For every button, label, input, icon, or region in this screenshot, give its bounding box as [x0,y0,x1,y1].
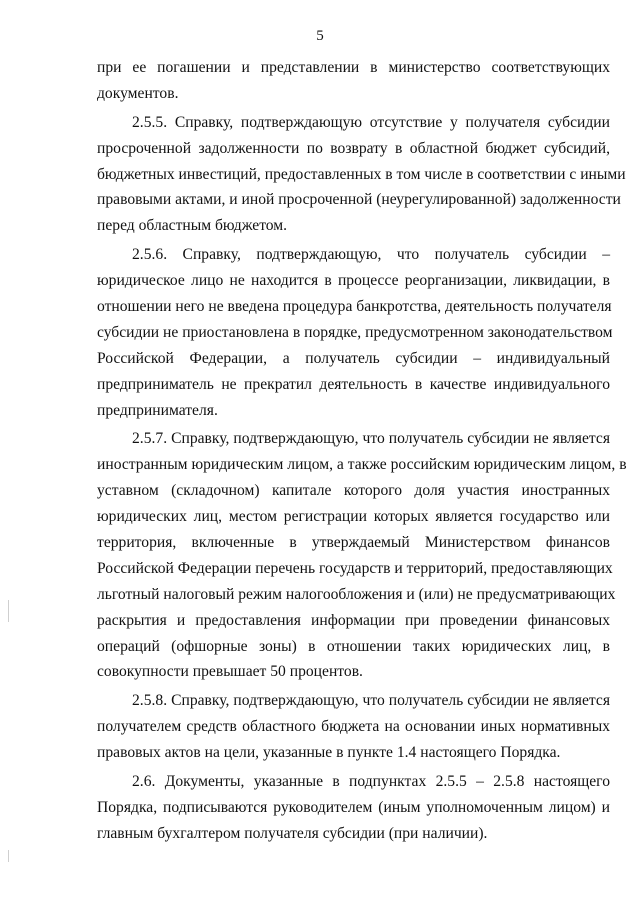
text-line: 2.5.6. Справку, подтверждающую, что получатель субсидии – [132,246,610,264]
text-line: главным бухгалтером получателя субсидии (при наличии). [97,824,488,842]
paragraph-2-5-6 [97,242,613,423]
text-line: бюджетных инвестиций, предоставленных в том числе в соответствии с иными [97,165,626,183]
paragraph-2-5-8 [97,688,610,766]
text-line: перед областным бюджетом. [97,217,288,235]
text-line: Российской Федерации, а получатель субсидии – индивидуальный [97,349,610,367]
paragraph-2-5-5 [97,110,626,239]
scan-artifact [8,600,9,622]
document-body [97,55,627,850]
text-line: документов. [97,84,179,102]
text-line: 2.5.8. Справку, подтверждающую, что получатель субсидии не является [132,692,610,710]
text-line: получателем средств областного бюджета на основании иных нормативных [97,718,610,736]
paragraph-continuation [97,55,610,107]
text-line: 2.6. Документы, указанные в подпунктах 2.5.5 – 2.5.8 настоящего [132,773,610,791]
text-line: 2.5.7. Справку, подтверждающую, что получатель субсидии не является [132,430,610,448]
text-line: субсидии не приостановлена в порядке, предусмотренном законодательством [97,323,613,341]
text-line: просроченной задолженности по возврату в областной бюджет субсидий, [97,139,610,157]
text-line: совокупности превышает 50 процентов. [97,663,363,681]
text-line: предприниматель не прекратил деятельность в качестве индивидуального [97,375,610,393]
text-line: раскрытия и предоставления информации при проведении финансовых [97,611,610,629]
text-line: Российской Федерации перечень государств и территорий, предоставляющих [97,559,613,577]
text-line: отношении него не введена процедура банкротства, деятельность получателя [97,298,612,316]
paragraph-2-5-7 [97,426,627,685]
text-line: юридическое лицо не находится в процессе реорганизации, ликвидации, в [97,272,610,290]
text-line: уставном (складочном) капитале которого доля участия иностранных [97,482,610,500]
text-line: территория, включенные в утверждаемый Министерством финансов [97,534,610,552]
text-line: льготный налоговый режим налогообложения и (или) не предусматривающих [97,585,616,603]
text-line: правовых актов на цели, указанные в пункте 1.4 настоящего Порядка. [97,744,561,762]
text-line: правовыми актами, и иной просроченной (неурегулированной) задолженности [97,191,621,209]
scan-artifact [8,850,9,862]
text-line: операций (офшорные зоны) в отношении таких юридических лиц, в [97,637,610,655]
text-line: иностранным юридическим лицом, а также российским юридическим лицом, в [97,456,627,474]
text-line: Порядка, подписываются руководителем (иным уполномоченным лицом) и [97,798,610,816]
text-line: при ее погашении и представлении в министерство соответствующих [97,59,610,76]
text-line: предпринимателя. [97,401,218,419]
text-line: юридических лиц, местом регистрации которых является государство или [97,508,610,526]
text-line: 2.5.5. Справку, подтверждающую отсутствие у получателя субсидии [132,113,610,131]
paragraph-2-6 [97,769,610,847]
page-number: 5 [316,28,324,44]
